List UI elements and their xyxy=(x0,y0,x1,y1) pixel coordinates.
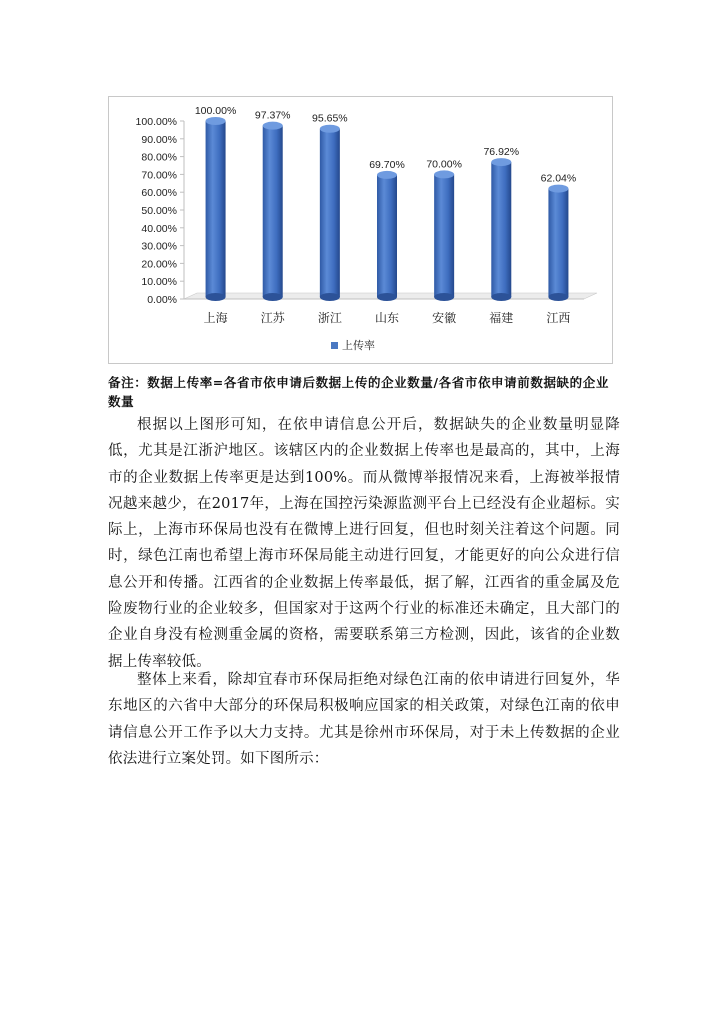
bar-base xyxy=(434,293,454,301)
bar-cap xyxy=(320,125,340,133)
bar-cap xyxy=(548,185,568,193)
y-tick-label: 90.00% xyxy=(141,133,177,146)
bar-cap xyxy=(377,171,397,179)
bar-base xyxy=(548,293,568,301)
x-tick-label: 江西 xyxy=(546,311,571,325)
bar-base xyxy=(263,293,283,301)
bar-body xyxy=(263,126,283,297)
bar-cap xyxy=(434,170,454,178)
bar-body xyxy=(206,121,226,297)
data-label: 97.37% xyxy=(254,109,291,122)
bar-base xyxy=(320,293,340,301)
x-tick-label: 上海 xyxy=(203,311,228,325)
x-tick-label: 安徽 xyxy=(432,311,457,325)
bar-body xyxy=(548,189,568,297)
bar-base xyxy=(491,293,511,301)
body-paragraph-1: 根据以上图形可知，在依申请信息公开后，数据缺失的企业数量明显降低，尤其是江浙沪地区。该辖区内的企业数据上传率也是最高的，其中，上海市的企业数据上传率更是达到100%。而从微博举报情况来看，上海被举报情况越来越少，在2017年，上海在国控污染源监测平台上已经没有企业超标。实际上，上海市环保局也没有在微博上进行回复，但也时刻关注着这个问题。同时，绿色江南也希望上海市环保局能主动进行回复，才能更好的向公众进行信息公开和传播。江西省的企业数据上传率最低，据了解，江西省的重金属及危险废物行业的企业较多，但国家对于这两个行业的标准还未确定，且大部门的企业自身没有检测重金属的资格，需要联系第三方检测，因此，该省的企业数据上传率较低。 xyxy=(108,417,620,670)
bar-body xyxy=(434,174,454,297)
x-tick-label: 浙江 xyxy=(317,311,342,325)
bar-body xyxy=(377,175,397,297)
bar-上海 xyxy=(195,105,236,301)
bar-cap xyxy=(491,158,511,166)
y-tick-label: 20.00% xyxy=(141,258,177,271)
bar-body xyxy=(320,129,340,297)
data-label: 62.04% xyxy=(540,172,577,185)
bar-base xyxy=(377,293,397,301)
bar-cap xyxy=(263,122,283,130)
bar-base xyxy=(206,293,226,301)
legend-label: 上传率 xyxy=(342,340,375,352)
bar-山东 xyxy=(369,159,405,301)
legend-swatch xyxy=(331,342,338,349)
y-tick-label: 70.00% xyxy=(141,169,177,182)
y-tick-label: 100.00% xyxy=(135,116,177,128)
data-label: 69.70% xyxy=(369,158,405,171)
y-tick-label: 80.00% xyxy=(141,151,177,164)
data-label: 100.00% xyxy=(194,105,237,117)
y-tick-label: 60.00% xyxy=(141,187,177,200)
bar-cap xyxy=(206,117,226,125)
y-tick-label: 10.00% xyxy=(141,276,177,289)
bar-江西 xyxy=(541,173,577,301)
bar-安徽 xyxy=(426,158,462,301)
x-tick-label: 江苏 xyxy=(260,311,285,325)
y-tick-label: 0.00% xyxy=(147,294,177,306)
data-label: 70.00% xyxy=(426,158,462,171)
y-tick-label: 30.00% xyxy=(141,240,177,253)
bar-江苏 xyxy=(255,110,291,301)
body-paragraph-2: 整体上来看，除却宜春市环保局拒绝对绿色江南的依申请进行回复外，华东地区的六省中大部分的环保局积极响应国家的相关政策，对绿色江南的依申请信息公开工作予以大力支持。尤其是徐州市环保局，对于未上传数据的企业依法进行立案处罚。如下图所示： xyxy=(108,672,620,767)
bar-浙江 xyxy=(312,113,348,301)
chart-footnote: 备注：数据上传率=各省市依申请后数据上传的企业数量/各省市依申请前数据缺的企业数量 xyxy=(108,375,609,409)
x-tick-label: 山东 xyxy=(374,311,400,325)
y-tick-label: 40.00% xyxy=(141,222,177,235)
x-tick-label: 福建 xyxy=(489,311,514,325)
y-tick-label: 50.00% xyxy=(141,205,177,217)
upload-rate-chart xyxy=(108,96,613,364)
bar-body xyxy=(491,162,511,297)
chart-canvas xyxy=(109,97,614,365)
bar-福建 xyxy=(483,146,519,301)
data-label: 76.92% xyxy=(483,146,520,159)
data-label: 95.65% xyxy=(312,112,348,125)
